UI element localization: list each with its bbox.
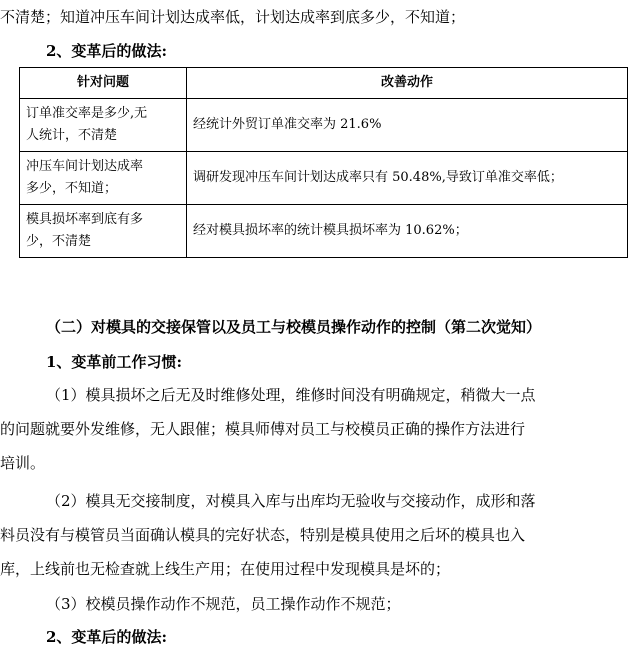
heading-before: 1、变革前工作习惯:: [46, 353, 182, 371]
improvement-table: [19, 67, 628, 258]
table-header-row: [20, 68, 628, 99]
table-cell-problem: 冲压车间计划达成率 多少，不知道；: [20, 152, 187, 205]
table-cell-action: 调研发现冲压车间计划达成率只有 50.48%,导致订单准交率低；: [187, 152, 628, 205]
table-cell-problem: 模具损坏率到底有多 少，不清楚: [20, 205, 187, 258]
item-1-line-2: 的问题就要外发维修，无人跟催；模具师傅对员工与校模员正确的操作方法进行: [0, 420, 526, 438]
table-cell-problem: 订单准交率是多少,无 人统计，不清楚: [20, 99, 187, 152]
heading-after-1: 2、变革后的做法:: [46, 42, 167, 60]
table-row: [20, 152, 628, 205]
item-2-line-3: 库，上线前也无检查就上线生产用；在使用过程中发现模具是坏的；: [0, 560, 451, 578]
heading-after-2: 2、变革后的做法:: [46, 628, 167, 646]
table-row: [20, 99, 628, 152]
table-header-action: 改善动作: [187, 68, 628, 99]
para-top: 不清楚；知道冲压车间计划达成率低，计划达成率到底多少，不知道；: [0, 8, 466, 26]
item-2-line-2: 料员没有与模管员当面确认模具的完好状态，特别是模具使用之后坏的模具也入: [0, 526, 526, 544]
table-cell-action: 经统计外贸订单准交率为 21.6%: [187, 99, 628, 152]
table-row: [20, 205, 628, 258]
item-1-line-3: 培训。: [0, 454, 46, 472]
table-cell-action: 经对模具损坏率的统计模具损坏率为 10.62%；: [187, 205, 628, 258]
item-3-line-1: （3）校模员操作动作不规范，员工操作动作不规范；: [46, 595, 401, 613]
item-2-line-1: （2）模具无交接制度，对模具入库与出库均无验收与交接动作，成形和落: [46, 492, 536, 510]
item-1-line-1: （1）模具损坏之后无及时维修处理，维修时间没有明确规定，稍微大一点: [46, 386, 536, 404]
section-title: （二）对模具的交接保管以及员工与校模员操作动作的控制（第二次觉知）: [46, 318, 542, 336]
table-header-problem: 针对问题: [20, 68, 187, 99]
